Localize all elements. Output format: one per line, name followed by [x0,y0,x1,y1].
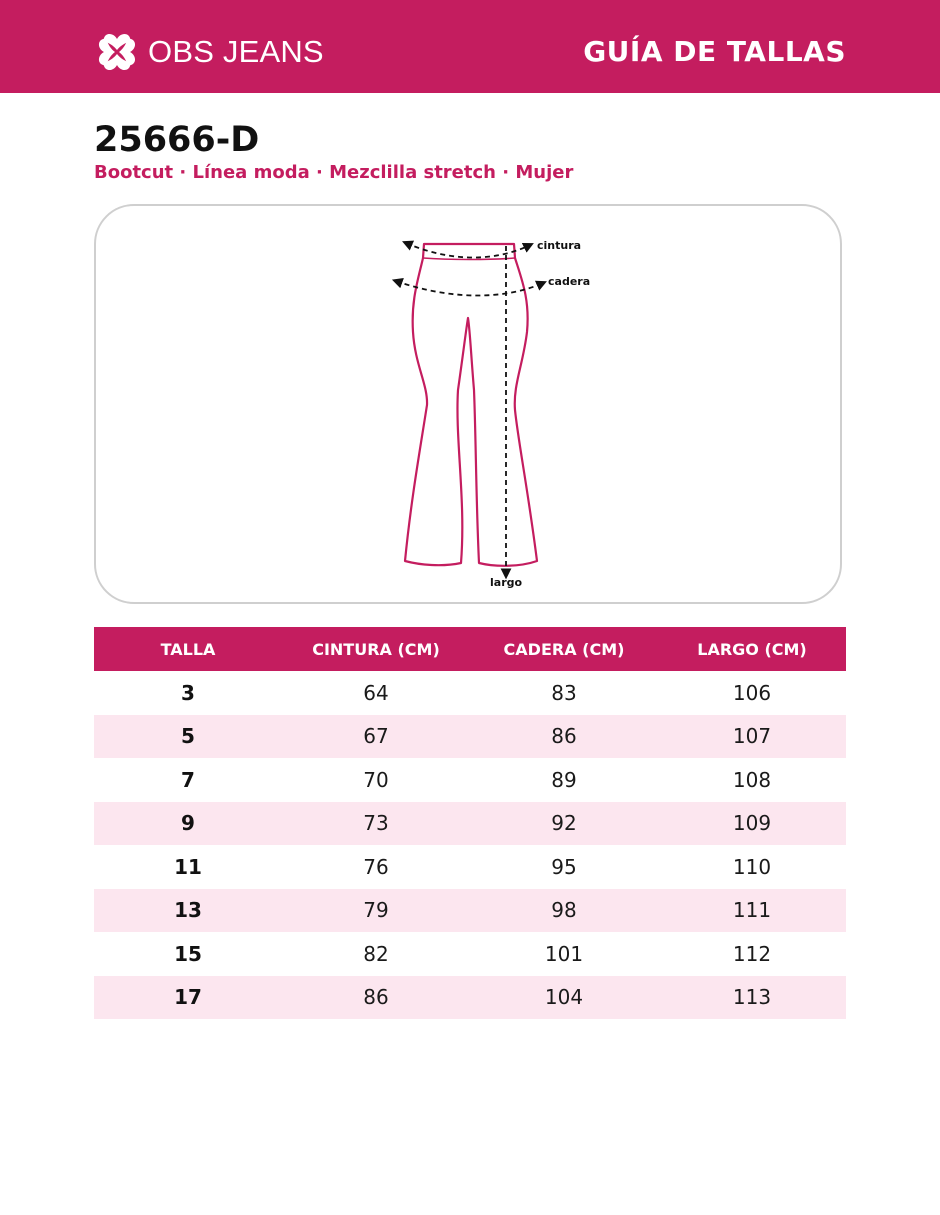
table-row [94,889,846,933]
cell-talla: 11 [174,854,202,879]
cell-largo: 112 [732,941,772,966]
header-cintura: CINTURA (CM) [282,627,470,671]
cell-talla: 15 [174,941,202,966]
cell-cadera: 104 [470,976,658,1020]
table-row [94,932,846,976]
cell-largo: 106 [732,680,772,705]
cell-cintura: 76 [363,854,389,879]
length-label: largo [490,576,523,589]
waist-label: cintura [537,239,582,252]
cell-cadera: 86 [470,715,658,759]
page-title: GUÍA DE TALLAS [583,35,846,68]
brand-name: OBS JEANS [148,34,324,69]
cell-cintura: 70 [363,767,389,792]
cell-talla: 5 [94,715,282,759]
table-row [94,758,846,802]
cell-talla: 7 [181,767,195,792]
cell-cintura: 86 [282,976,470,1020]
cell-largo: 110 [732,854,772,879]
cell-cadera: 89 [551,767,577,792]
cell-cintura: 82 [363,941,389,966]
cell-cadera: 83 [551,680,577,705]
cell-cintura: 79 [282,889,470,933]
cell-talla: 17 [94,976,282,1020]
cell-cadera: 92 [470,802,658,846]
table-header-row [94,627,846,671]
header-largo: LARGO (CM) [658,627,846,671]
cell-talla: 13 [94,889,282,933]
page-header [0,0,940,93]
cell-cadera: 95 [551,854,577,879]
brand-logo [94,29,324,75]
model-number: 25666-D [94,120,260,160]
header-cadera: CADERA (CM) [470,627,658,671]
table-row [94,976,846,1020]
measurement-diagram-panel [94,204,842,604]
product-subtitle: Bootcut · Línea moda · Mezclilla stretch · Mujer [94,162,574,183]
cell-largo: 109 [658,802,846,846]
cell-largo: 108 [732,767,772,792]
cell-largo: 113 [658,976,846,1020]
table-row [94,715,846,759]
header-talla: TALLA [94,627,282,671]
clover-icon [94,29,140,75]
cell-talla: 9 [94,802,282,846]
size-table [94,627,846,1019]
table-row [94,671,846,715]
table-row [94,802,846,846]
cell-largo: 107 [658,715,846,759]
cell-talla: 3 [181,680,195,705]
cell-cintura: 67 [282,715,470,759]
hip-label: cadera [548,275,591,288]
cell-cadera: 101 [544,941,584,966]
table-row [94,845,846,889]
cell-largo: 111 [658,889,846,933]
cell-cintura: 73 [282,802,470,846]
cell-cadera: 98 [470,889,658,933]
cell-cintura: 64 [363,680,389,705]
